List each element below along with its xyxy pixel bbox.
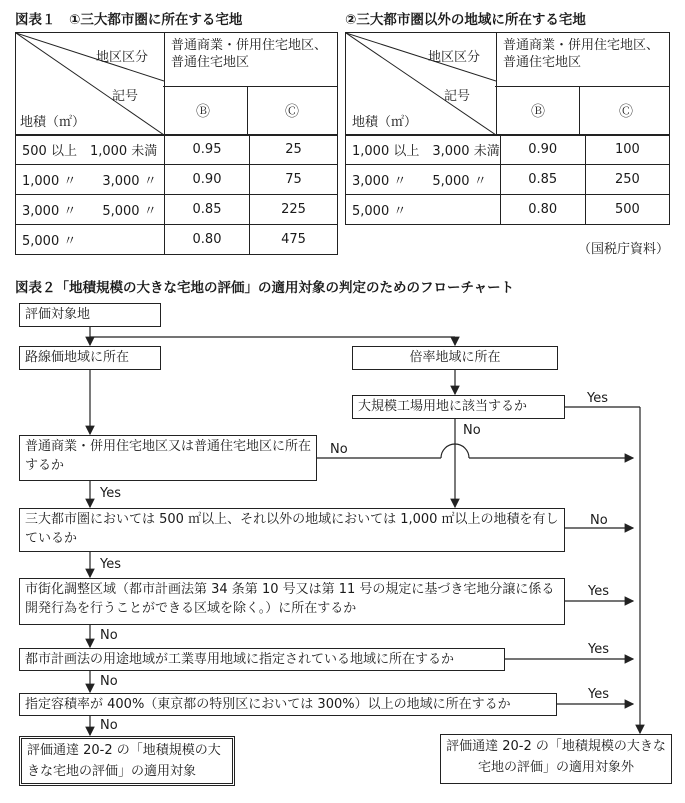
yoseki-yes-label: Yes [588, 687, 609, 702]
b-value-cell: 0.80 [500, 195, 585, 225]
rosenka-box: 路線価地域に所在 [19, 346, 161, 370]
range-cell: 5,000 〃 [16, 225, 165, 255]
menseki-no-label: No [590, 513, 608, 528]
c-value-cell: 100 [585, 135, 669, 165]
futsu-box: 普通商業・併用住宅地区又は普通住宅地区に所在するか [19, 435, 317, 481]
shigaika-no-label: No [100, 628, 118, 643]
kogyo-yes-label: Yes [588, 642, 609, 657]
table2-col-area-text: 普通商業・併用住宅地区、普通住宅地区 [503, 38, 660, 70]
c-value-cell: 500 [585, 195, 669, 225]
c-value-cell: 75 [250, 165, 338, 195]
range-cell: 5,000 〃 [346, 195, 501, 225]
b-value-cell: 0.95 [165, 135, 250, 165]
menseki-yes-label: Yes [100, 557, 121, 572]
range-cell: 3,000 〃 5,000 〃 [16, 195, 165, 225]
yoseki-box: 指定容積率が 400%（東京都の特別区においては 300%）以上の地域に所在するか [19, 693, 557, 716]
source-note: （国税庁資料） [578, 242, 670, 257]
futsu-yes-label: Yes [100, 486, 121, 501]
kojo-box: 大規模工場用地に該当するか [352, 395, 565, 419]
range-cell: 1,000 以上 3,000 未満 [346, 135, 501, 165]
shigaika-box: 市街化調整区域（都市計画法第 34 条第 10 号又は第 11 号の規定に基づき宅地分譲に係る開発行為を行うことができる区域を除く。）に所在するか [19, 578, 565, 625]
table1-header-chiseki: 地積（㎡） [20, 115, 86, 130]
c-value-cell: 250 [585, 165, 669, 195]
flowchart-title: 図表２「地積規模の大きな宅地の評価」の適用対象の判定のためのフローチャート [15, 280, 515, 296]
result-no-box: 評価通達 20-2 の「地積規模の大きな宅地の評価」の適用対象外 [440, 734, 672, 784]
c-value-cell: 225 [250, 195, 338, 225]
table2-header-chiseki: 地積（㎡） [352, 115, 418, 130]
table1-header-kigo: 記号 [112, 89, 139, 104]
yoseki-no-label: No [100, 718, 118, 733]
range-cell: 500 以上 1,000 未満 [16, 135, 165, 165]
table1-col-b: Ⓑ [196, 104, 210, 120]
kojo-no-label: No [463, 423, 481, 438]
futsu-no-label: No [330, 442, 348, 457]
table1-col-area-text: 普通商業・併用住宅地区、普通住宅地区 [171, 38, 328, 70]
kojo-yes-label: Yes [587, 391, 608, 406]
start-box: 評価対象地 [19, 303, 161, 327]
table2-col-c: Ⓒ [619, 104, 633, 120]
table1-title: 図表１ ①三大都市圏に所在する宅地 [15, 12, 243, 28]
b-value-cell: 0.85 [500, 165, 585, 195]
shigaika-yes-label: Yes [588, 584, 609, 599]
b-value-cell: 0.80 [165, 225, 250, 255]
b-value-cell: 0.90 [500, 135, 585, 165]
table2-col-b: Ⓑ [531, 104, 545, 120]
menseki-box: 三大都市圏においては 500 ㎡以上、それ以外の地域においては 1,000 ㎡以上の地積を有しているか [19, 508, 565, 552]
bairitsu-box: 倍率地域に所在 [352, 346, 558, 370]
table1-header-area: 地区区分 [96, 50, 149, 65]
range-cell: 1,000 〃 3,000 〃 [16, 165, 165, 195]
b-value-cell: 0.85 [165, 195, 250, 225]
table2-header-kigo: 記号 [444, 89, 471, 104]
table2-title: ②三大都市圏以外の地域に所在する宅地 [345, 12, 586, 28]
b-value-cell: 0.90 [165, 165, 250, 195]
range-cell: 3,000 〃 5,000 〃 [346, 165, 501, 195]
result-yes-box: 評価通達 20-2 の「地積規模の大きな宅地の評価」の適用対象 [19, 736, 235, 786]
kogyo-box: 都市計画法の用途地域が工業専用地域に指定されている地域に所在するか [19, 648, 505, 671]
c-value-cell: 475 [250, 225, 338, 255]
c-value-cell: 25 [250, 135, 338, 165]
table2-header-area: 地区区分 [428, 50, 481, 65]
table1-col-c: Ⓒ [285, 104, 299, 120]
kogyo-no-label: No [100, 674, 118, 689]
